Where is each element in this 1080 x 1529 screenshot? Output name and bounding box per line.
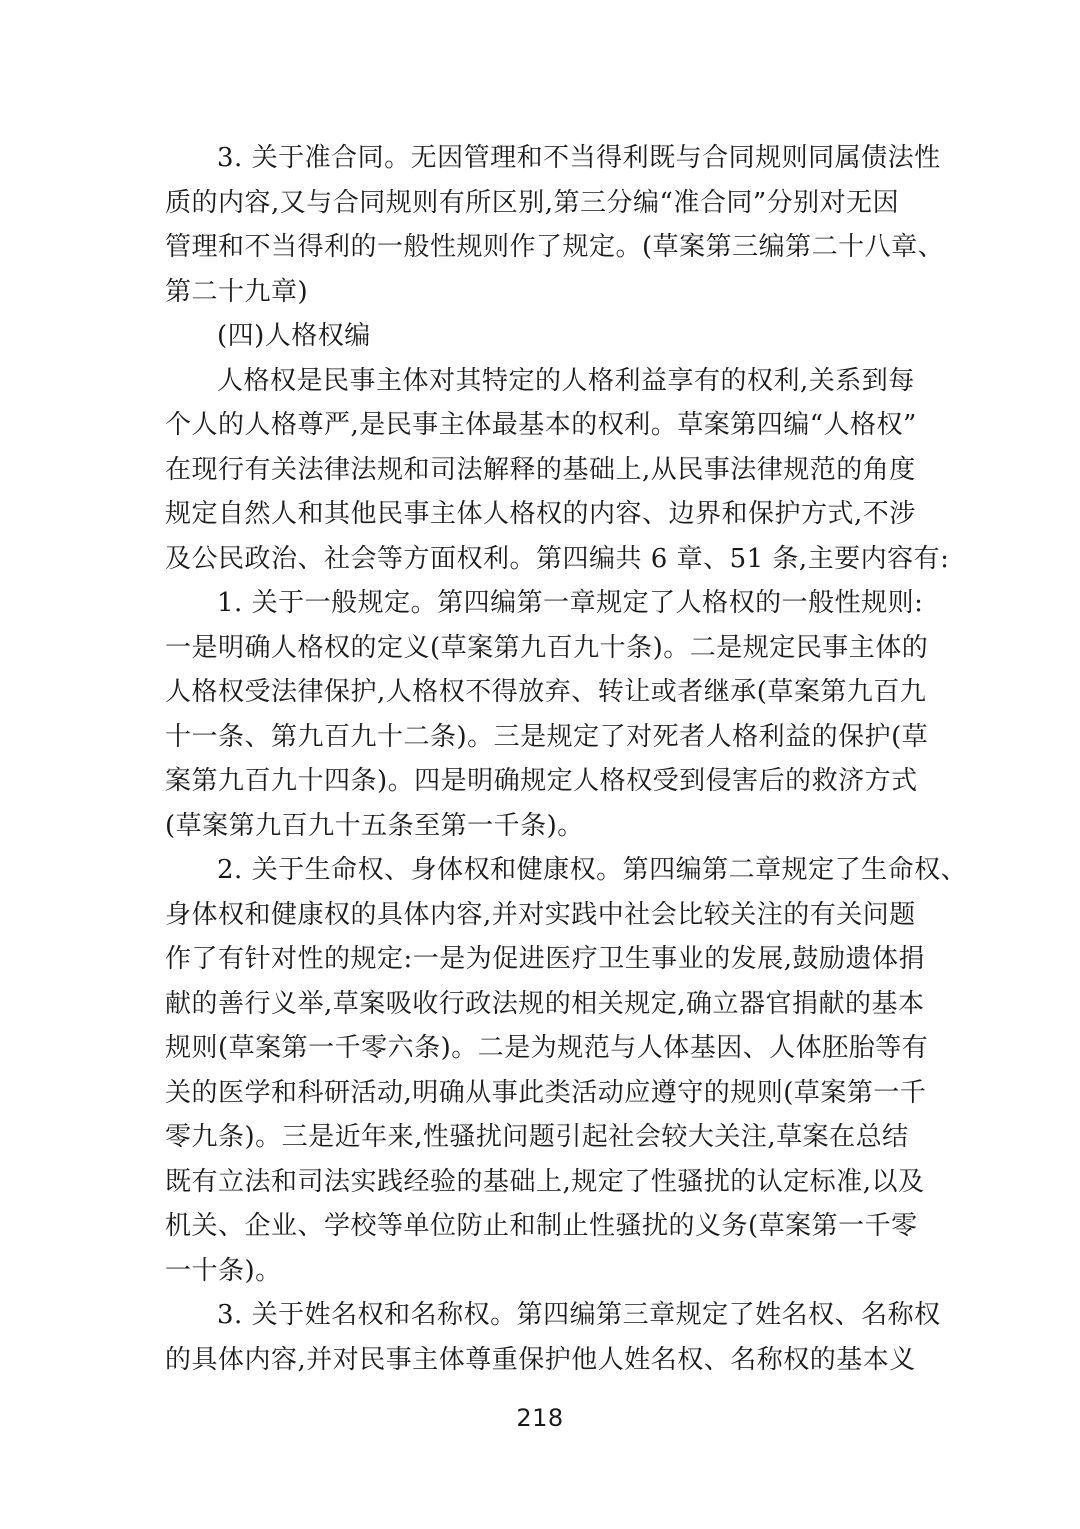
text-line: 的具体内容,并对民事主体尊重保护他人姓名权、名称权的基本义 — [165, 1344, 916, 1375]
text-line: 2. 关于生命权、身体权和健康权。第四编第二章规定了生命权、 — [217, 855, 968, 885]
text-line: 人格权受法律保护,人格权不得放弃、转让或者继承(草案第九百九 — [165, 677, 927, 707]
body-text — [165, 136, 968, 1382]
text-line: 零九条)。三是近年来,性骚扰问题引起社会较大关注,草案在总结 — [165, 1122, 909, 1152]
text-line: 1. 关于一般规定。第四编第一章规定了人格权的一般性规则: — [217, 588, 924, 618]
text-line: 质的内容,又与合同规则有所区别,第三分编“准合同”分别对无因 — [165, 187, 900, 218]
text-line: 在现行有关法律法规和司法解释的基础上,从民事法律规范的角度 — [165, 454, 916, 485]
text-line: 机关、企业、学校等单位防止和制止性骚扰的义务(草案第一千零 — [165, 1211, 918, 1241]
text-line: 身体权和健康权的具体内容,并对实践中社会比较关注的有关问题 — [165, 899, 916, 930]
text-line: 既有立法和司法实践经验的基础上,规定了性骚扰的认定标准,以及 — [165, 1166, 925, 1197]
text-line: 3. 关于姓名权和名称权。第四编第三章规定了姓名权、名称权 — [217, 1300, 941, 1330]
text-line: 一十条)。 — [165, 1255, 282, 1286]
text-line: 个人的人格尊严,是民事主体最基本的权利。草案第四编“人格权” — [165, 410, 917, 440]
text-line: 管理和不当得利的一般性规则作了规定。(草案第三编第二十八章、 — [165, 232, 945, 262]
text-line: 规则(草案第一千零六条)。二是为规范与人体基因、人体胚胎等有 — [165, 1033, 929, 1063]
text-line: 人格权是民事主体对其特定的人格利益享有的权利,关系到每 — [217, 365, 915, 396]
text-line: 第二十九章) — [165, 276, 309, 307]
text-line: 十一条、第九百九十二条)。三是规定了对死者人格利益的保护(草 — [165, 721, 929, 752]
text-line: 献的善行义举,草案吸收行政法规的相关规定,确立器官捐献的基本 — [165, 988, 925, 1019]
text-line: 规定自然人和其他民事主体人格权的内容、边界和保护方式,不涉 — [165, 499, 916, 529]
text-line: 作了有针对性的规定:一是为促进医疗卫生事业的发展,鼓励遗体捐 — [165, 944, 926, 974]
text-line: 及公民政治、社会等方面权利。第四编共 6 章、51 条,主要内容有: — [165, 543, 950, 574]
text-line: (草案第九百九十五条至第一千条)。 — [165, 810, 584, 841]
text-line: 一是明确人格权的定义(草案第九百九十条)。二是规定民事主体的 — [165, 632, 929, 663]
page-number: 218 — [516, 1404, 564, 1432]
text-line: 案第九百九十四条)。四是明确规定人格权受到侵害后的救济方式 — [165, 766, 918, 796]
section-heading: (四)人格权编 — [217, 321, 371, 351]
text-line: 3. 关于准合同。无因管理和不当得利既与合同规则同属债法性 — [217, 143, 941, 173]
text-line: 关的医学和科研活动,明确从事此类活动应遵守的规则(草案第一千 — [165, 1077, 927, 1108]
